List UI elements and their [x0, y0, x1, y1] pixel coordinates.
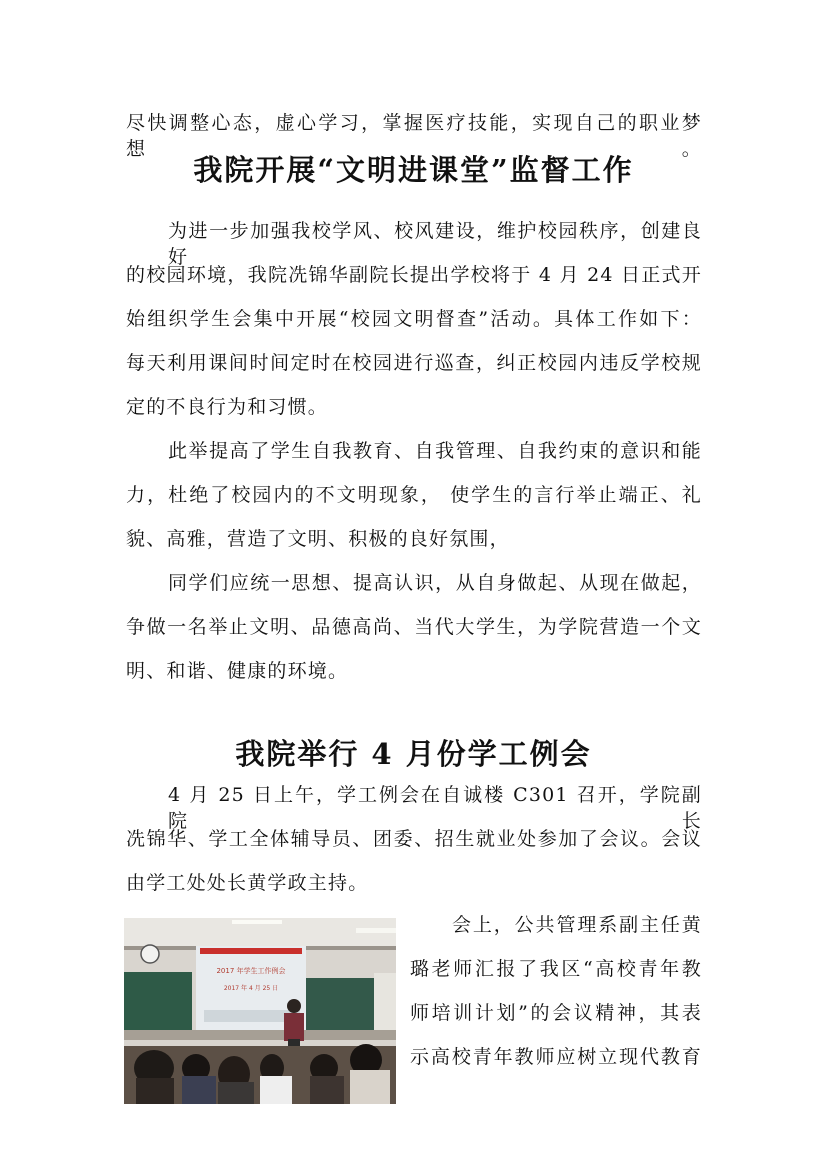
article2-side-line: 会上，公共管理系副主任黄 — [452, 914, 702, 936]
article2-line: 4 月 25 日上午，学工例会在自诚楼 C301 召开，学院副院长 — [168, 784, 702, 832]
slide-date: 2017 年 4 月 25 日 — [223, 985, 279, 992]
article1-line: 定的不良行为和习惯。 — [126, 396, 329, 418]
article1-line: 始组织学生会集中开展“校园文明督查”活动。具体工作如下： — [126, 308, 702, 330]
article1-line: 同学们应统一思想、提高认识，从自身做起、从现在做起， — [168, 572, 702, 594]
article1-line: 明、和谐、健康的环境。 — [126, 660, 349, 682]
article2-title: 我院举行 4 月份学工例会 — [235, 737, 592, 771]
article2-line: 冼锦华、学工全体辅导员、团委、招生就业处参加了会议。会议 — [126, 828, 702, 850]
slide-title: 2017 年学生工作例会 — [216, 967, 286, 975]
article1-line: 貌、高雅，营造了文明、积极的良好氛围， — [126, 528, 510, 550]
article2-side-line: 璐老师汇报了我区“高校青年教 — [410, 958, 702, 980]
article2-line: 由学工处处长黄学政主持。 — [126, 872, 369, 894]
article2-side-line: 示高校青年教师应树立现代教育 — [410, 1046, 702, 1068]
article1-line: 力，杜绝了校园内的不文明现象， 使学生的言行举止端正、礼 — [126, 484, 702, 506]
article1-line: 每天利用课间时间定时在校园进行巡查，纠正校园内违反学校规 — [126, 352, 702, 374]
article1-title: 我院开展“文明进课堂”监督工作 — [193, 153, 634, 187]
intro-line: 尽快调整心态，虚心学习，掌握医疗技能，实现自己的职业梦想。 — [126, 112, 702, 160]
meeting-photo — [124, 918, 396, 1104]
article1-line: 的校园环境，我院冼锦华副院长提出学校将于 4 月 24 日正式开 — [126, 264, 702, 286]
article1-line: 此举提高了学生自我教育、自我管理、自我约束的意识和能 — [168, 440, 702, 462]
article1-line: 为进一步加强我校学风、校风建设，维护校园秩序，创建良好 — [168, 220, 702, 268]
article1-line: 争做一名举止文明、品德高尚、当代大学生，为学院营造一个文 — [126, 616, 702, 638]
article2-side-line: 师培训计划”的会议精神，其表 — [410, 1002, 702, 1024]
